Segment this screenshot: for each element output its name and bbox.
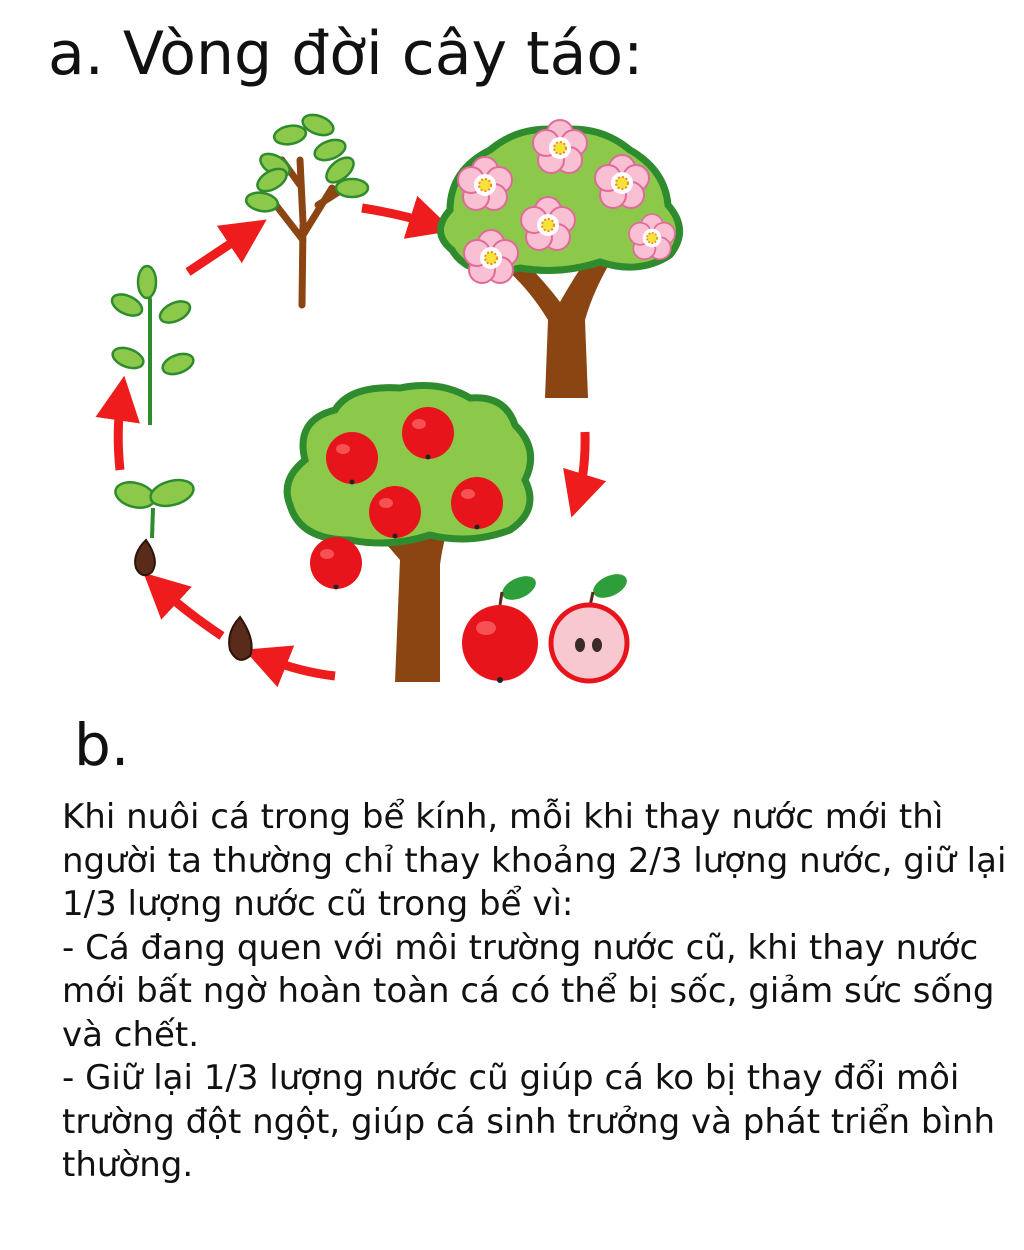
answer-text <box>62 796 1012 1188</box>
arrow-sprout-to-seedling <box>118 398 121 470</box>
answer-paragraph-1: Khi nuôi cá trong bể kính, mỗi khi thay nước mới thì người ta thường chỉ thay khoảng 2/3 lượng nước, giữ lại 1/3 lượng nước cũ trong bể vì: <box>62 797 1007 924</box>
flowering-tree-icon <box>440 120 679 398</box>
heading-b: b. <box>74 711 130 779</box>
arrow-seedling-to-young-tree <box>188 232 248 272</box>
arrow-fruit-to-seed <box>265 658 335 676</box>
seed-1-icon <box>135 540 155 575</box>
sprout-icon <box>113 476 197 538</box>
answer-paragraph-3: - Giữ lại 1/3 lượng nước cũ giúp cá ko bị thay đổi môi trường đột ngột, giúp cá sinh trưởng và phát triển bình thường. <box>62 1058 995 1185</box>
arrow-young-tree-to-flowering <box>362 208 432 224</box>
apple-life-cycle-diagram <box>0 100 720 700</box>
arrow-flowering-to-fruit <box>578 432 585 496</box>
answer-paragraph-2: - Cá đang quen với môi trường nước cũ, khi thay nước mới bất ngờ hoàn toàn cá có thể bị sốc, giảm sức sống và chết. <box>62 927 995 1055</box>
seed-2-icon <box>229 617 252 660</box>
young-tree-icon <box>245 111 368 305</box>
arrow-seed-to-seed <box>160 588 222 636</box>
heading-a: a. Vòng đời cây táo: <box>48 19 644 89</box>
apple-fruit-icon <box>462 569 631 683</box>
